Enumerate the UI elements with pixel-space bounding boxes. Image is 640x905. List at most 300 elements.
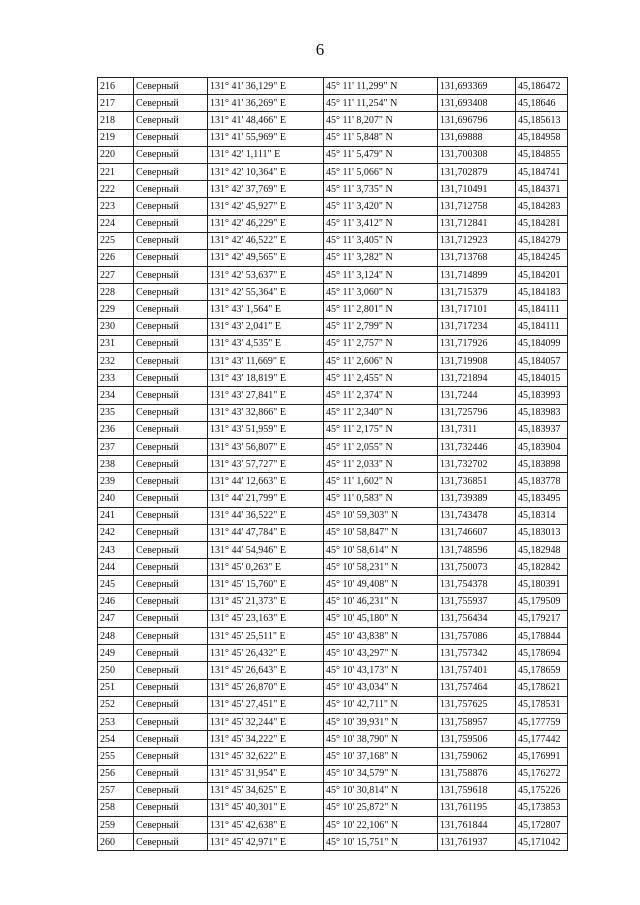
latitude-decimal-cell: 45,184057	[516, 353, 568, 370]
longitude-decimal-cell: 131,713768	[438, 249, 516, 266]
longitude-dms-cell: 131° 45' 32,622" E	[208, 748, 324, 765]
point-number-cell: 221	[98, 163, 134, 180]
latitude-decimal-cell: 45,183495	[516, 490, 568, 507]
latitude-decimal-cell: 45,177442	[516, 731, 568, 748]
point-number-cell: 241	[98, 507, 134, 524]
boundary-name-cell: Северный	[134, 456, 208, 473]
boundary-name-cell: Северный	[134, 593, 208, 610]
latitude-decimal-cell: 45,179509	[516, 593, 568, 610]
latitude-dms-cell: 45° 10' 43,297" N	[324, 645, 438, 662]
boundary-name-cell: Северный	[134, 232, 208, 249]
latitude-decimal-cell: 45,178844	[516, 628, 568, 645]
table-row	[98, 129, 568, 146]
point-number-cell: 226	[98, 249, 134, 266]
latitude-dms-cell: 45° 10' 22,106" N	[324, 817, 438, 834]
longitude-decimal-cell: 131,712841	[438, 215, 516, 232]
longitude-dms-cell: 131° 44' 21,799" E	[208, 490, 324, 507]
point-number-cell: 225	[98, 232, 134, 249]
longitude-dms-cell: 131° 45' 26,870" E	[208, 679, 324, 696]
boundary-name-cell: Северный	[134, 370, 208, 387]
table-row	[98, 370, 568, 387]
longitude-decimal-cell: 131,700308	[438, 146, 516, 163]
table-row	[98, 267, 568, 284]
table-row	[98, 353, 568, 370]
table-row	[98, 163, 568, 180]
boundary-name-cell: Северный	[134, 438, 208, 455]
point-number-cell: 254	[98, 731, 134, 748]
latitude-decimal-cell: 45,184741	[516, 163, 568, 180]
latitude-decimal-cell: 45,186472	[516, 78, 568, 95]
longitude-dms-cell: 131° 45' 32,244" E	[208, 713, 324, 730]
latitude-decimal-cell: 45,180391	[516, 576, 568, 593]
table-row	[98, 215, 568, 232]
latitude-dms-cell: 45° 11' 3,412" N	[324, 215, 438, 232]
latitude-dms-cell: 45° 10' 45,180" N	[324, 610, 438, 627]
longitude-decimal-cell: 131,717101	[438, 301, 516, 318]
point-number-cell: 255	[98, 748, 134, 765]
longitude-decimal-cell: 131,732702	[438, 456, 516, 473]
latitude-dms-cell: 45° 10' 58,231" N	[324, 559, 438, 576]
latitude-dms-cell: 45° 11' 5,848" N	[324, 129, 438, 146]
longitude-decimal-cell: 131,712923	[438, 232, 516, 249]
longitude-dms-cell: 131° 41' 36,129" E	[208, 78, 324, 95]
table-row	[98, 782, 568, 799]
latitude-dms-cell: 45° 10' 15,751" N	[324, 834, 438, 851]
point-number-cell: 244	[98, 559, 134, 576]
point-number-cell: 249	[98, 645, 134, 662]
longitude-decimal-cell: 131,761844	[438, 817, 516, 834]
longitude-dms-cell: 131° 45' 42,971" E	[208, 834, 324, 851]
table-row	[98, 146, 568, 163]
point-number-cell: 220	[98, 146, 134, 163]
latitude-decimal-cell: 45,184111	[516, 318, 568, 335]
longitude-decimal-cell: 131,717926	[438, 335, 516, 352]
latitude-decimal-cell: 45,184099	[516, 335, 568, 352]
latitude-decimal-cell: 45,183983	[516, 404, 568, 421]
latitude-dms-cell: 45° 10' 43,838" N	[324, 628, 438, 645]
longitude-dms-cell: 131° 42' 1,111" E	[208, 146, 324, 163]
table-row	[98, 404, 568, 421]
boundary-name-cell: Северный	[134, 301, 208, 318]
table-row	[98, 473, 568, 490]
latitude-dms-cell: 45° 11' 2,374" N	[324, 387, 438, 404]
longitude-dms-cell: 131° 43' 56,807" E	[208, 438, 324, 455]
point-number-cell: 218	[98, 112, 134, 129]
longitude-dms-cell: 131° 42' 46,522" E	[208, 232, 324, 249]
latitude-decimal-cell: 45,184183	[516, 284, 568, 301]
longitude-dms-cell: 131° 43' 1,564" E	[208, 301, 324, 318]
longitude-dms-cell: 131° 42' 37,769" E	[208, 181, 324, 198]
latitude-decimal-cell: 45,183898	[516, 456, 568, 473]
table-row	[98, 713, 568, 730]
table-row	[98, 799, 568, 816]
longitude-decimal-cell: 131,759062	[438, 748, 516, 765]
point-number-cell: 238	[98, 456, 134, 473]
longitude-dms-cell: 131° 44' 47,784" E	[208, 524, 324, 541]
latitude-decimal-cell: 45,179217	[516, 610, 568, 627]
longitude-dms-cell: 131° 42' 10,364" E	[208, 163, 324, 180]
longitude-decimal-cell: 131,714899	[438, 267, 516, 284]
point-number-cell: 222	[98, 181, 134, 198]
latitude-decimal-cell: 45,175226	[516, 782, 568, 799]
longitude-dms-cell: 131° 43' 18,819" E	[208, 370, 324, 387]
boundary-name-cell: Северный	[134, 834, 208, 851]
point-number-cell: 252	[98, 696, 134, 713]
longitude-dms-cell: 131° 41' 48,466" E	[208, 112, 324, 129]
boundary-name-cell: Северный	[134, 662, 208, 679]
longitude-decimal-cell: 131,743478	[438, 507, 516, 524]
boundary-name-cell: Северный	[134, 610, 208, 627]
longitude-dms-cell: 131° 45' 0,263" E	[208, 559, 324, 576]
point-number-cell: 235	[98, 404, 134, 421]
latitude-dms-cell: 45° 11' 0,583" N	[324, 490, 438, 507]
boundary-name-cell: Северный	[134, 146, 208, 163]
longitude-decimal-cell: 131,69888	[438, 129, 516, 146]
point-number-cell: 251	[98, 679, 134, 696]
longitude-decimal-cell: 131,7244	[438, 387, 516, 404]
table-row	[98, 112, 568, 129]
latitude-decimal-cell: 45,172807	[516, 817, 568, 834]
point-number-cell: 228	[98, 284, 134, 301]
table-row	[98, 524, 568, 541]
latitude-dms-cell: 45° 11' 3,735" N	[324, 181, 438, 198]
longitude-dms-cell: 131° 41' 36,269" E	[208, 95, 324, 112]
latitude-dms-cell: 45° 10' 59,303" N	[324, 507, 438, 524]
point-number-cell: 237	[98, 438, 134, 455]
latitude-dms-cell: 45° 11' 2,799" N	[324, 318, 438, 335]
table-row	[98, 181, 568, 198]
table-row	[98, 456, 568, 473]
table-row	[98, 679, 568, 696]
point-number-cell: 258	[98, 799, 134, 816]
point-number-cell: 257	[98, 782, 134, 799]
latitude-decimal-cell: 45,184279	[516, 232, 568, 249]
latitude-decimal-cell: 45,185613	[516, 112, 568, 129]
latitude-decimal-cell: 45,184958	[516, 129, 568, 146]
latitude-dms-cell: 45° 11' 2,606" N	[324, 353, 438, 370]
longitude-dms-cell: 131° 44' 12,663" E	[208, 473, 324, 490]
table-row	[98, 576, 568, 593]
point-number-cell: 239	[98, 473, 134, 490]
longitude-dms-cell: 131° 45' 21,373" E	[208, 593, 324, 610]
longitude-dms-cell: 131° 41' 55,969" E	[208, 129, 324, 146]
table-row	[98, 542, 568, 559]
point-number-cell: 253	[98, 713, 134, 730]
latitude-decimal-cell: 45,178694	[516, 645, 568, 662]
latitude-dms-cell: 45° 10' 58,614" N	[324, 542, 438, 559]
boundary-name-cell: Северный	[134, 524, 208, 541]
longitude-decimal-cell: 131,702879	[438, 163, 516, 180]
point-number-cell: 245	[98, 576, 134, 593]
latitude-dms-cell: 45° 11' 2,801" N	[324, 301, 438, 318]
longitude-dms-cell: 131° 42' 53,637" E	[208, 267, 324, 284]
boundary-name-cell: Северный	[134, 181, 208, 198]
coordinates-table-body	[98, 78, 568, 851]
latitude-decimal-cell: 45,183013	[516, 524, 568, 541]
boundary-name-cell: Северный	[134, 748, 208, 765]
latitude-decimal-cell: 45,176272	[516, 765, 568, 782]
longitude-decimal-cell: 131,739389	[438, 490, 516, 507]
latitude-decimal-cell: 45,182948	[516, 542, 568, 559]
latitude-dms-cell: 45° 11' 11,299" N	[324, 78, 438, 95]
latitude-dms-cell: 45° 10' 43,173" N	[324, 662, 438, 679]
point-number-cell: 219	[98, 129, 134, 146]
boundary-name-cell: Северный	[134, 507, 208, 524]
longitude-dms-cell: 131° 44' 36,522" E	[208, 507, 324, 524]
longitude-decimal-cell: 131,758957	[438, 713, 516, 730]
latitude-dms-cell: 45° 11' 2,055" N	[324, 438, 438, 455]
point-number-cell: 233	[98, 370, 134, 387]
table-row	[98, 318, 568, 335]
longitude-dms-cell: 131° 44' 54,946" E	[208, 542, 324, 559]
table-row	[98, 645, 568, 662]
latitude-dms-cell: 45° 11' 8,207" N	[324, 112, 438, 129]
point-number-cell: 224	[98, 215, 134, 232]
boundary-name-cell: Северный	[134, 765, 208, 782]
longitude-decimal-cell: 131,7311	[438, 421, 516, 438]
table-row	[98, 78, 568, 95]
point-number-cell: 246	[98, 593, 134, 610]
longitude-decimal-cell: 131,757625	[438, 696, 516, 713]
longitude-dms-cell: 131° 45' 40,301" E	[208, 799, 324, 816]
point-number-cell: 232	[98, 353, 134, 370]
table-row	[98, 387, 568, 404]
longitude-decimal-cell: 131,725796	[438, 404, 516, 421]
latitude-decimal-cell: 45,18314	[516, 507, 568, 524]
table-row	[98, 731, 568, 748]
coordinates-table	[97, 77, 568, 851]
boundary-name-cell: Северный	[134, 318, 208, 335]
latitude-dms-cell: 45° 10' 43,034" N	[324, 679, 438, 696]
longitude-decimal-cell: 131,755937	[438, 593, 516, 610]
table-row	[98, 765, 568, 782]
boundary-name-cell: Северный	[134, 95, 208, 112]
point-number-cell: 256	[98, 765, 134, 782]
latitude-decimal-cell: 45,184245	[516, 249, 568, 266]
latitude-decimal-cell: 45,183904	[516, 438, 568, 455]
longitude-dms-cell: 131° 45' 15,760" E	[208, 576, 324, 593]
longitude-dms-cell: 131° 43' 11,669" E	[208, 353, 324, 370]
point-number-cell: 230	[98, 318, 134, 335]
latitude-decimal-cell: 45,178621	[516, 679, 568, 696]
latitude-decimal-cell: 45,184111	[516, 301, 568, 318]
boundary-name-cell: Северный	[134, 387, 208, 404]
boundary-name-cell: Северный	[134, 215, 208, 232]
longitude-decimal-cell: 131,757401	[438, 662, 516, 679]
longitude-decimal-cell: 131,758876	[438, 765, 516, 782]
longitude-decimal-cell: 131,750073	[438, 559, 516, 576]
latitude-dms-cell: 45° 10' 38,790" N	[324, 731, 438, 748]
table-row	[98, 335, 568, 352]
boundary-name-cell: Северный	[134, 679, 208, 696]
boundary-name-cell: Северный	[134, 404, 208, 421]
boundary-name-cell: Северный	[134, 284, 208, 301]
boundary-name-cell: Северный	[134, 799, 208, 816]
longitude-dms-cell: 131° 43' 2,041" E	[208, 318, 324, 335]
latitude-dms-cell: 45° 10' 30,814" N	[324, 782, 438, 799]
latitude-dms-cell: 45° 10' 37,168" N	[324, 748, 438, 765]
longitude-decimal-cell: 131,754378	[438, 576, 516, 593]
table-row	[98, 662, 568, 679]
table-row	[98, 232, 568, 249]
latitude-decimal-cell: 45,177759	[516, 713, 568, 730]
latitude-decimal-cell: 45,184201	[516, 267, 568, 284]
table-row	[98, 198, 568, 215]
boundary-name-cell: Северный	[134, 542, 208, 559]
longitude-decimal-cell: 131,696796	[438, 112, 516, 129]
point-number-cell: 223	[98, 198, 134, 215]
latitude-decimal-cell: 45,184015	[516, 370, 568, 387]
latitude-decimal-cell: 45,183993	[516, 387, 568, 404]
page-number: 6	[315, 40, 325, 59]
latitude-decimal-cell: 45,18646	[516, 95, 568, 112]
longitude-dms-cell: 131° 45' 34,222" E	[208, 731, 324, 748]
boundary-name-cell: Северный	[134, 353, 208, 370]
longitude-decimal-cell: 131,756434	[438, 610, 516, 627]
point-number-cell: 260	[98, 834, 134, 851]
boundary-name-cell: Северный	[134, 490, 208, 507]
latitude-dms-cell: 45° 10' 42,711" N	[324, 696, 438, 713]
latitude-dms-cell: 45° 11' 3,420" N	[324, 198, 438, 215]
point-number-cell: 227	[98, 267, 134, 284]
latitude-dms-cell: 45° 10' 49,408" N	[324, 576, 438, 593]
latitude-dms-cell: 45° 11' 1,602" N	[324, 473, 438, 490]
boundary-name-cell: Северный	[134, 559, 208, 576]
latitude-decimal-cell: 45,182842	[516, 559, 568, 576]
boundary-name-cell: Северный	[134, 249, 208, 266]
longitude-dms-cell: 131° 43' 27,841" E	[208, 387, 324, 404]
table-row	[98, 438, 568, 455]
point-number-cell: 243	[98, 542, 134, 559]
latitude-decimal-cell: 45,178531	[516, 696, 568, 713]
longitude-decimal-cell: 131,732446	[438, 438, 516, 455]
longitude-decimal-cell: 131,759618	[438, 782, 516, 799]
latitude-decimal-cell: 45,176991	[516, 748, 568, 765]
longitude-dms-cell: 131° 45' 42,638" E	[208, 817, 324, 834]
longitude-dms-cell: 131° 45' 34,625" E	[208, 782, 324, 799]
longitude-dms-cell: 131° 42' 55,364" E	[208, 284, 324, 301]
table-row	[98, 696, 568, 713]
latitude-dms-cell: 45° 11' 3,405" N	[324, 232, 438, 249]
latitude-dms-cell: 45° 11' 2,757" N	[324, 335, 438, 352]
table-row	[98, 95, 568, 112]
latitude-decimal-cell: 45,183778	[516, 473, 568, 490]
latitude-dms-cell: 45° 10' 58,847" N	[324, 524, 438, 541]
longitude-decimal-cell: 131,693408	[438, 95, 516, 112]
point-number-cell: 247	[98, 610, 134, 627]
latitude-dms-cell: 45° 10' 34,579" N	[324, 765, 438, 782]
latitude-dms-cell: 45° 10' 25,872" N	[324, 799, 438, 816]
boundary-name-cell: Северный	[134, 817, 208, 834]
latitude-decimal-cell: 45,178659	[516, 662, 568, 679]
boundary-name-cell: Северный	[134, 78, 208, 95]
latitude-dms-cell: 45° 11' 3,060" N	[324, 284, 438, 301]
table-row	[98, 507, 568, 524]
point-number-cell: 229	[98, 301, 134, 318]
latitude-dms-cell: 45° 11' 3,282" N	[324, 249, 438, 266]
longitude-dms-cell: 131° 45' 26,432" E	[208, 645, 324, 662]
point-number-cell: 236	[98, 421, 134, 438]
longitude-decimal-cell: 131,761937	[438, 834, 516, 851]
longitude-dms-cell: 131° 43' 57,727" E	[208, 456, 324, 473]
point-number-cell: 234	[98, 387, 134, 404]
longitude-decimal-cell: 131,757342	[438, 645, 516, 662]
latitude-dms-cell: 45° 11' 2,033" N	[324, 456, 438, 473]
latitude-dms-cell: 45° 11' 5,479" N	[324, 146, 438, 163]
boundary-name-cell: Северный	[134, 335, 208, 352]
table-row	[98, 834, 568, 851]
boundary-name-cell: Северный	[134, 473, 208, 490]
boundary-name-cell: Северный	[134, 645, 208, 662]
latitude-decimal-cell: 45,184281	[516, 215, 568, 232]
longitude-decimal-cell: 131,757086	[438, 628, 516, 645]
longitude-dms-cell: 131° 43' 32,866" E	[208, 404, 324, 421]
longitude-decimal-cell: 131,717234	[438, 318, 516, 335]
table-row	[98, 628, 568, 645]
longitude-decimal-cell: 131,693369	[438, 78, 516, 95]
longitude-dms-cell: 131° 43' 4,535" E	[208, 335, 324, 352]
boundary-name-cell: Северный	[134, 731, 208, 748]
boundary-name-cell: Северный	[134, 112, 208, 129]
latitude-dms-cell: 45° 11' 2,340" N	[324, 404, 438, 421]
longitude-decimal-cell: 131,761195	[438, 799, 516, 816]
latitude-dms-cell: 45° 11' 2,175" N	[324, 421, 438, 438]
latitude-dms-cell: 45° 11' 2,455" N	[324, 370, 438, 387]
longitude-dms-cell: 131° 45' 27,451" E	[208, 696, 324, 713]
point-number-cell: 248	[98, 628, 134, 645]
longitude-decimal-cell: 131,719908	[438, 353, 516, 370]
boundary-name-cell: Северный	[134, 782, 208, 799]
boundary-name-cell: Северный	[134, 713, 208, 730]
longitude-dms-cell: 131° 43' 51,959" E	[208, 421, 324, 438]
longitude-dms-cell: 131° 42' 49,565" E	[208, 249, 324, 266]
table-row	[98, 817, 568, 834]
longitude-dms-cell: 131° 45' 23,163" E	[208, 610, 324, 627]
point-number-cell: 242	[98, 524, 134, 541]
table-row	[98, 559, 568, 576]
latitude-decimal-cell: 45,183937	[516, 421, 568, 438]
longitude-dms-cell: 131° 42' 45,927" E	[208, 198, 324, 215]
longitude-decimal-cell: 131,710491	[438, 181, 516, 198]
longitude-decimal-cell: 131,759506	[438, 731, 516, 748]
point-number-cell: 240	[98, 490, 134, 507]
boundary-name-cell: Северный	[134, 163, 208, 180]
longitude-dms-cell: 131° 42' 46,229" E	[208, 215, 324, 232]
table-row	[98, 610, 568, 627]
latitude-dms-cell: 45° 11' 11,254" N	[324, 95, 438, 112]
table-row	[98, 593, 568, 610]
boundary-name-cell: Северный	[134, 198, 208, 215]
latitude-decimal-cell: 45,184283	[516, 198, 568, 215]
latitude-dms-cell: 45° 10' 46,231" N	[324, 593, 438, 610]
point-number-cell: 259	[98, 817, 134, 834]
latitude-decimal-cell: 45,184855	[516, 146, 568, 163]
point-number-cell: 250	[98, 662, 134, 679]
longitude-dms-cell: 131° 45' 26,643" E	[208, 662, 324, 679]
longitude-decimal-cell: 131,715379	[438, 284, 516, 301]
longitude-decimal-cell: 131,736851	[438, 473, 516, 490]
longitude-decimal-cell: 131,746607	[438, 524, 516, 541]
point-number-cell: 231	[98, 335, 134, 352]
longitude-dms-cell: 131° 45' 31,954" E	[208, 765, 324, 782]
boundary-name-cell: Северный	[134, 696, 208, 713]
table-row	[98, 284, 568, 301]
point-number-cell: 217	[98, 95, 134, 112]
boundary-name-cell: Северный	[134, 576, 208, 593]
table-row	[98, 490, 568, 507]
boundary-name-cell: Северный	[134, 421, 208, 438]
longitude-decimal-cell: 131,757464	[438, 679, 516, 696]
